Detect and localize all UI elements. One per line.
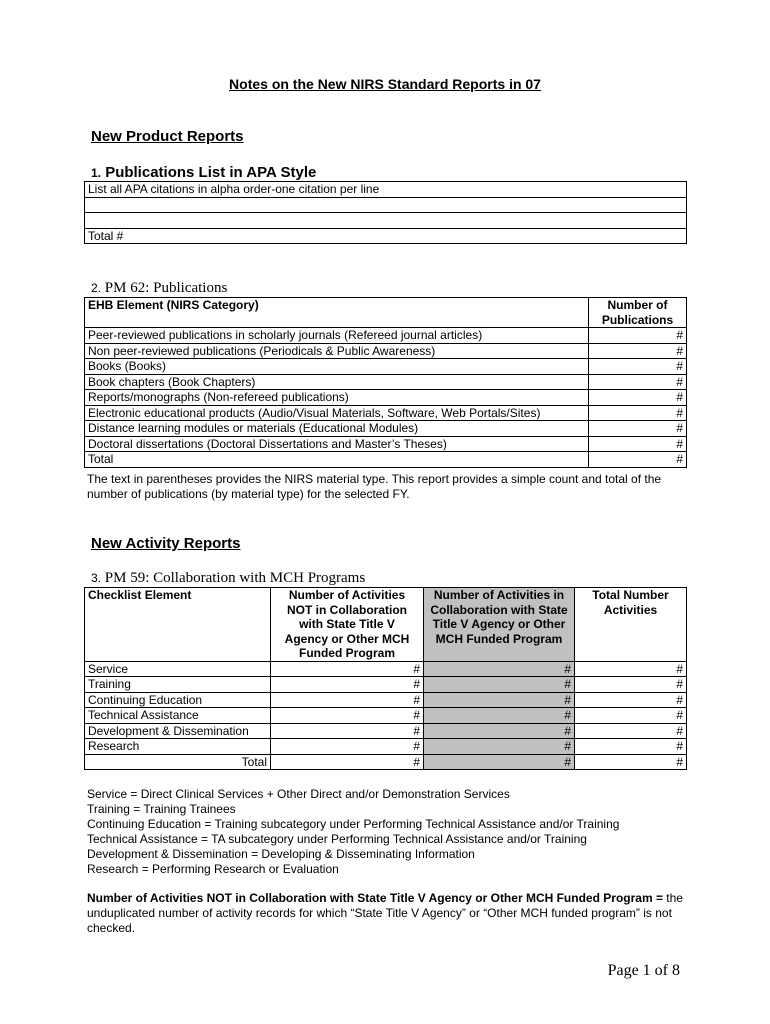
- collab-value: #: [424, 677, 575, 693]
- definition-item: Technical Assistance = TA subcategory under Performing Technical Assistance and/or Training: [87, 832, 587, 846]
- total-value: #: [575, 692, 687, 708]
- row-label: Technical Assistance: [85, 708, 271, 724]
- row-label: Doctoral dissertations (Doctoral Dissertations and Master’s Theses): [85, 436, 589, 452]
- not-collab-value: #: [271, 692, 424, 708]
- section1-number: 1.: [91, 166, 102, 180]
- table-row: [85, 661, 687, 677]
- total-value: #: [575, 661, 687, 677]
- apa-total-row: Total #: [85, 228, 687, 244]
- apa-row: [85, 213, 687, 229]
- header-total-number: Total Number Activities: [575, 588, 687, 662]
- row-label: Peer-reviewed publications in scholarly journals (Refereed journal articles): [85, 328, 589, 344]
- row-label: Reports/monographs (Non-refereed publications): [85, 390, 589, 406]
- definition-item: Service = Direct Clinical Services + Other Direct and/or Demonstration Services: [87, 787, 510, 801]
- row-value: #: [589, 405, 687, 421]
- table-row: [85, 374, 687, 390]
- document-title: Notes on the New NIRS Standard Reports in 07: [229, 76, 541, 92]
- header-number-of-publications: Number of Publications: [589, 298, 687, 328]
- section3-number: 3.: [91, 571, 102, 585]
- section1-heading: [91, 164, 316, 181]
- row-label: Distance learning modules or materials (Educational Modules): [85, 421, 589, 437]
- row-value: #: [589, 436, 687, 452]
- row-label: Total: [85, 754, 271, 770]
- total-value: #: [575, 723, 687, 739]
- section3-title: PM 59: Collaboration with MCH Programs: [104, 570, 366, 586]
- row-label: Service: [85, 661, 271, 677]
- row-value: #: [589, 390, 687, 406]
- section2-title: PM 62: Publications: [104, 280, 228, 296]
- not-collab-value: #: [271, 754, 424, 770]
- definition-item: Training = Training Trainees: [87, 802, 236, 816]
- activity-reports-heading: New Activity Reports: [91, 535, 241, 552]
- row-label: Total: [85, 452, 589, 468]
- section2-number: 2.: [91, 281, 102, 295]
- row-label: Training: [85, 677, 271, 693]
- table-row: [85, 390, 687, 406]
- table-row: [85, 723, 687, 739]
- apa-row: [85, 197, 687, 213]
- row-label: Book chapters (Book Chapters): [85, 374, 589, 390]
- row-value: #: [589, 328, 687, 344]
- collab-value: #: [424, 754, 575, 770]
- publications-table: [84, 297, 687, 468]
- total-value: #: [575, 677, 687, 693]
- definition-term: Number of Activities NOT in Collaboration with State Title V Agency or Other MCH Funded Program =: [87, 891, 663, 905]
- definition-item: Continuing Education = Training subcategory under Performing Technical Assistance and/or Training: [87, 817, 620, 831]
- section3-heading: [91, 570, 365, 587]
- row-value: #: [589, 421, 687, 437]
- row-value: #: [589, 343, 687, 359]
- total-value: #: [575, 739, 687, 755]
- total-value: #: [575, 754, 687, 770]
- row-label: Electronic educational products (Audio/Visual Materials, Software, Web Portals/Sites): [85, 405, 589, 421]
- not-collab-value: #: [271, 677, 424, 693]
- collab-value: #: [424, 723, 575, 739]
- collab-value: #: [424, 739, 575, 755]
- table-row: [85, 677, 687, 693]
- section1-title: Publications List in APA Style: [105, 164, 317, 181]
- row-label: Development & Dissemination: [85, 723, 271, 739]
- table-row: [85, 739, 687, 755]
- apa-table: [84, 181, 687, 244]
- table-row: [85, 343, 687, 359]
- row-value: #: [589, 359, 687, 375]
- header-not-in-collaboration: Number of Activities NOT in Collaboration with State Title V Agency or Other MCH Funded Program: [271, 588, 424, 662]
- definition-item: Development & Dissemination = Developing & Disseminating Information: [87, 847, 475, 861]
- not-collab-value: #: [271, 723, 424, 739]
- product-reports-heading: New Product Reports: [91, 128, 244, 145]
- not-collab-value: #: [271, 739, 424, 755]
- collab-value: #: [424, 708, 575, 724]
- table-row: [85, 754, 687, 770]
- header-ehb-element: EHB Element (NIRS Category): [85, 298, 589, 328]
- header-checklist-element: Checklist Element: [85, 588, 271, 662]
- table-row: [85, 328, 687, 344]
- apa-row: List all APA citations in alpha order-one citation per line: [85, 182, 687, 198]
- definition-text: the unduplicated number of activity records for which “State Title V Agency” or “Other MCH funded program” is not checked.: [87, 891, 683, 935]
- row-label: Continuing Education: [85, 692, 271, 708]
- table-row: [85, 692, 687, 708]
- row-label: Non peer-reviewed publications (Periodicals & Public Awareness): [85, 343, 589, 359]
- header-in-collaboration: Number of Activities in Collaboration with State Title V Agency or Other MCH Funded Program: [424, 588, 575, 662]
- table-row: [85, 405, 687, 421]
- page-number: Page 1 of 8: [607, 962, 680, 979]
- not-collab-value: #: [271, 661, 424, 677]
- definitions-list: [87, 787, 687, 877]
- total-value: #: [575, 708, 687, 724]
- table-row: [85, 452, 687, 468]
- table-row: [85, 421, 687, 437]
- definition-item: Research = Performing Research or Evaluation: [87, 862, 339, 876]
- row-value: #: [589, 374, 687, 390]
- collab-value: #: [424, 692, 575, 708]
- section2-heading: [91, 280, 227, 297]
- collab-value: #: [424, 661, 575, 677]
- collaboration-table: [84, 587, 687, 770]
- table-row: [85, 708, 687, 724]
- not-collab-value: #: [271, 708, 424, 724]
- row-value: #: [589, 452, 687, 468]
- publications-note: The text in parentheses provides the NIRS material type. This report provides a simple count and total of the number of publications (by material type) for the selected FY.: [87, 472, 662, 501]
- table-row: [85, 436, 687, 452]
- table-row: [85, 359, 687, 375]
- row-label: Books (Books): [85, 359, 589, 375]
- definition-paragraph: [87, 891, 687, 936]
- row-label: Research: [85, 739, 271, 755]
